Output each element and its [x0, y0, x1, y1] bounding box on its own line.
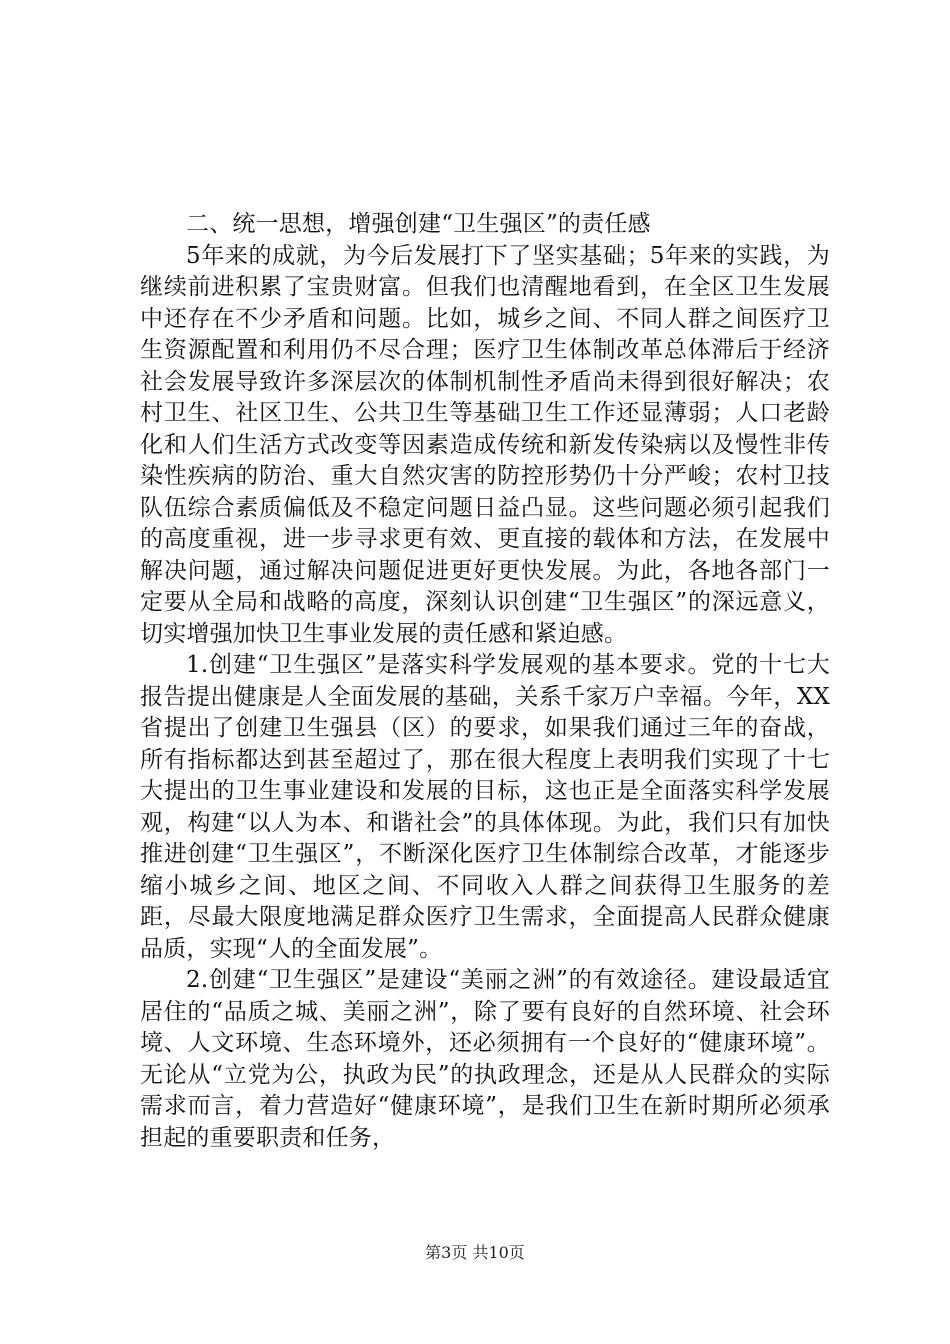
section-heading: 二、统一思想，增强创建“卫生强区”的责任感: [186, 211, 651, 237]
paragraph: 2.创建“卫生强区”是建设“美丽之洲”的有效途径。建设最适宜居住的“品质之城、美丽之洲”，除了要有良好的自然环境、社会环境、人文环境、生态环境外，还必须拥有一个良好的“健康环境”。无论从“立党为公，执政为民”的执政理念，还是从人民群众的实际需求而言，着力营造好“健康环境”，是我们卫生在新时期所必须承担起的重要职责和任务，: [140, 967, 830, 1151]
document-body: [140, 209, 830, 1154]
paragraph: 5年来的成就，为今后发展打下了坚实基础；5年来的实践，为继续前进积累了宝贵财富。但我们也清醒地看到，在全区卫生发展中还存在不少矛盾和问题。比如，城乡之间、不同人群之间医疗卫生资源配置和利用仍不尽合理；医疗卫生体制改革总体滞后于经济社会发展导致许多深层次的体制机制性矛盾尚未得到很好解决；农村卫生、社区卫生、公共卫生等基础卫生工作还显薄弱；人口老龄化和人们生活方式改变等因素造成传统和新发传染病以及慢性非传染性疾病的防治、重大自然灾害的防控形势仍十分严峻；农村卫技队伍综合素质偏低及不稳定问题日益凸显。这些问题必须引起我们的高度重视，进一步寻求更有效、更直接的载体和方法，在发展中解决问题，通过解决问题促进更好更快发展。为此，各地各部门一定要从全局和战略的高度，深刻认识创建“卫生强区”的深远意义，切实增强加快卫生事业发展的责任感和紧迫感。: [140, 242, 830, 647]
page-number-footer: 第3页 共10页: [425, 1243, 525, 1262]
paragraph: 1.创建“卫生强区”是落实科学发展观的基本要求。党的十七大报告提出健康是人全面发展的基础，关系千家万户幸福。今年，XX省提出了创建卫生强县（区）的要求，如果我们通过三年的奋战，所有指标都达到甚至超过了，那在很大程度上表明我们实现了十七大提出的卫生事业建设和发展的目标，这也正是全面落实科学发展观，构建“以人为本、和谐社会”的具体体现。为此，我们只有加快推进创建“卫生强区”，不断深化医疗卫生体制综合改革，才能逐步缩小城乡之间、地区之间、不同收入人群之间获得卫生服务的差距，尽最大限度地满足群众医疗卫生需求，全面提高人民群众健康品质，实现“人的全面发展”。: [140, 652, 830, 962]
